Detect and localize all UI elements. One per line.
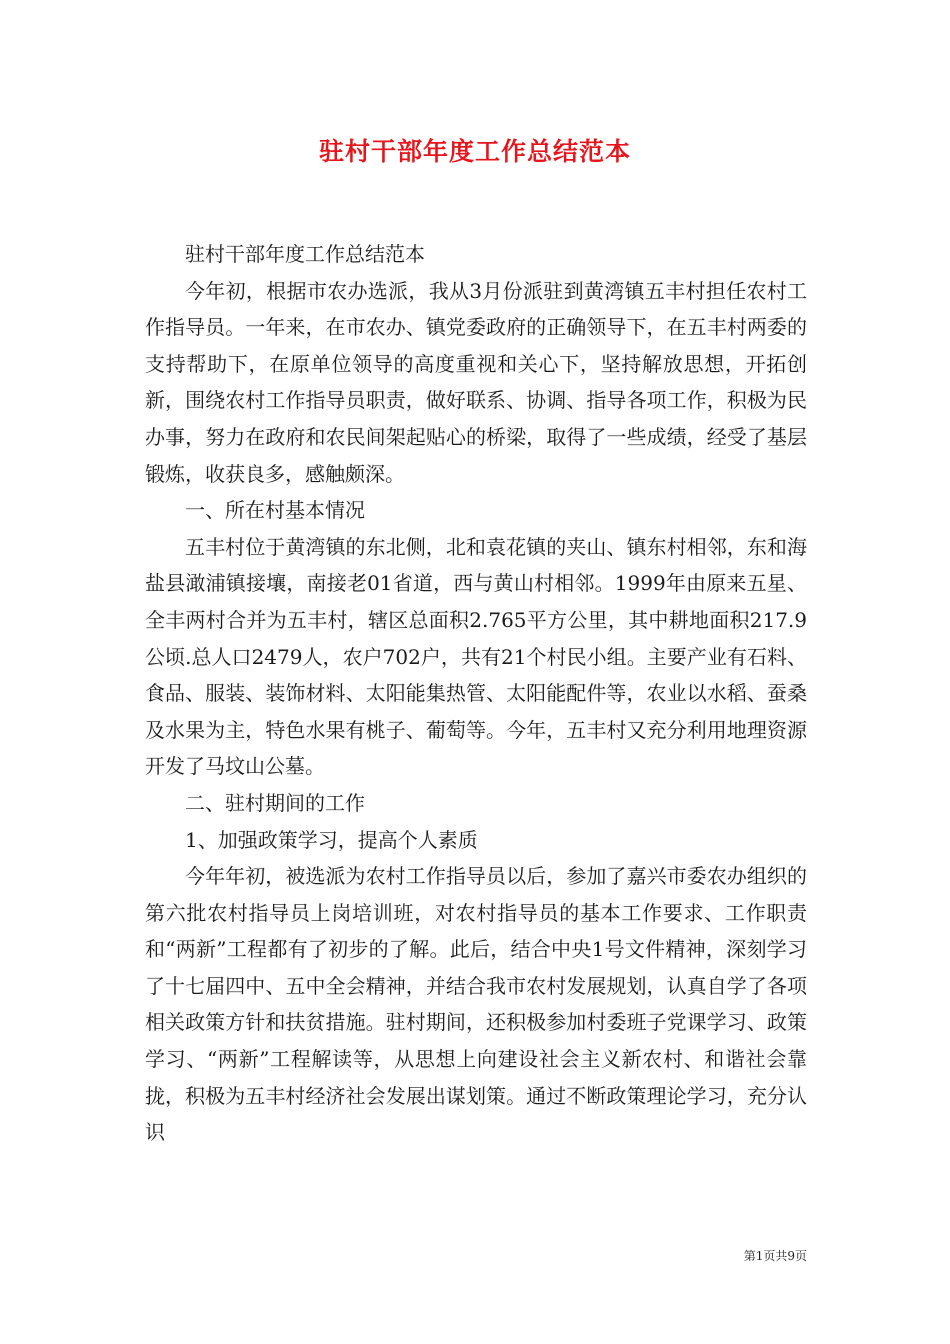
- paragraph-village-info: 五丰村位于黄湾镇的东北侧，北和袁花镇的夹山、镇东村相邻，东和海盐县澉浦镇接壤，南接老01省道，西与黄山村相邻。1999年由原来五星、全丰两村合并为五丰村，辖区总面积2.765平方公里，其中耕地面积217.9公顷.总人口2479人，农户702户，共有21个村民小组。主要产业有石料、食品、服装、装饰材料、太阳能集热管、太阳能配件等，农业以水稻、蚕桑及水果为主，特色水果有桃子、葡萄等。今年，五丰村又充分利用地理资源开发了马坟山公墓。: [145, 534, 807, 779]
- section-heading-work: 二、驻村期间的工作: [185, 790, 365, 815]
- subheading-policy-study: 1、加强政策学习，提高个人素质: [185, 827, 478, 852]
- page-title: 驻村干部年度工作总结范本: [318, 137, 631, 166]
- paragraph-subtitle: 驻村干部年度工作总结范本: [185, 242, 425, 266]
- section-heading-village-info: 一、所在村基本情况: [185, 498, 365, 523]
- paragraph-intro: 今年初，根据市农办选派，我从3月份派驻到黄湾镇五丰村担任农村工作指导员。一年来，在市农办、镇党委政府的正确领导下，在五丰村两委的支持帮助下，在原单位领导的高度重视和关心下，坚持解放思想，开拓创新，围绕农村工作指导员职责，做好联系、协调、指导各项工作，积极为民办事，努力在政府和农民间架起贴心的桥梁，取得了一些成绩，经受了基层锻炼，收获良多，感触颇深。: [145, 278, 807, 486]
- page-number: 第1页共9页: [743, 1249, 807, 1263]
- document-body: [145, 236, 807, 1151]
- paragraph-policy-study: 今年年初，被选派为农村工作指导员以后，参加了嘉兴市委农办组织的第六批农村指导员上岗培训班，对农村指导员的基本工作要求、工作职责和“两新”工程都有了初步的了解。此后，结合中央1号文件精神，深刻学习了十七届四中、五中全会精神，并结合我市农村发展规划，认真自学了各项相关政策方针和扶贫措施。驻村期间，还积极参加村委班子党课学习、政策学习、“两新”工程解读等，从思想上向建设社会主义新农村、和谐社会靠拢，积极为五丰村经济社会发展出谋划策。通过不断政策理论学习，充分认识: [145, 864, 807, 1145]
